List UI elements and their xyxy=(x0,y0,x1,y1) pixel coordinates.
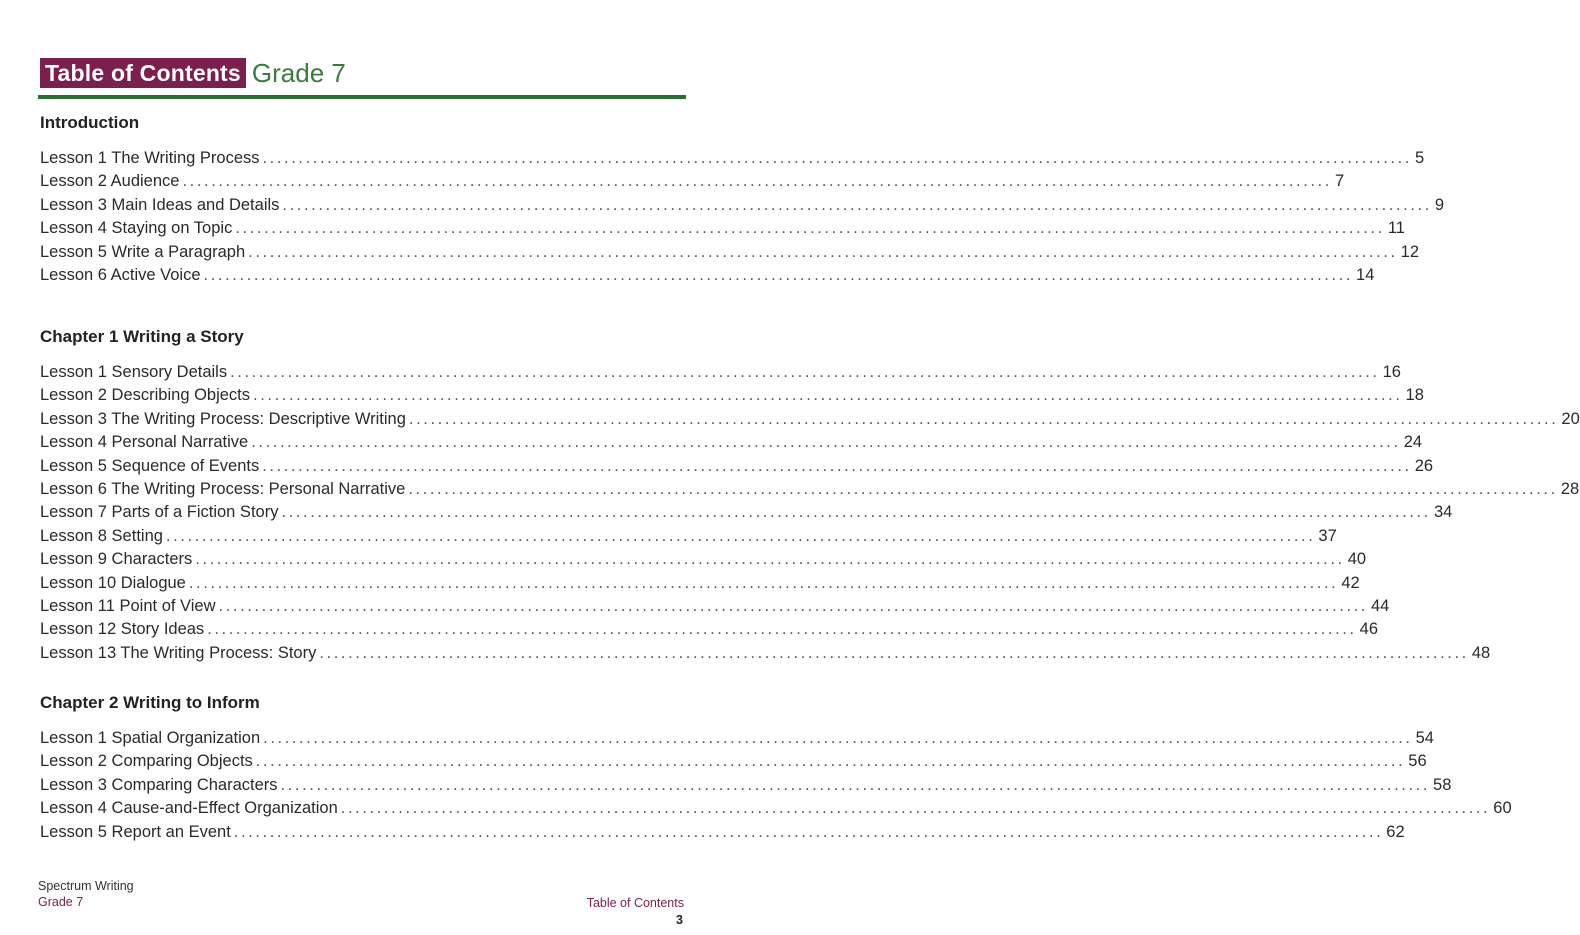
footer-grade: Grade 7 xyxy=(38,895,84,909)
toc-entry xyxy=(40,455,1434,478)
dot-leader: ................................................................................................................................................................ xyxy=(262,149,1412,167)
page-number-ref: 62 xyxy=(1386,822,1405,841)
lesson-title: Lesson 1 The Writing Process xyxy=(40,149,260,167)
toc-entry xyxy=(40,431,1423,454)
dot-leader: ................................................................................................................................................................ xyxy=(263,729,1413,747)
toc-entry xyxy=(40,264,1375,287)
page-number-ref: 34 xyxy=(1433,503,1453,522)
section-title: Chapter 1 Writing a Story xyxy=(40,327,244,346)
lesson-title: Lesson 11 Point of View xyxy=(40,596,216,615)
dot-leader: ................................................................................................................................................................ xyxy=(218,596,1368,615)
toc-entry xyxy=(40,147,1425,170)
toc-entry xyxy=(40,408,1580,431)
toc-entry xyxy=(40,478,1580,501)
page-number-ref: 46 xyxy=(1359,620,1379,639)
page-number-ref: 26 xyxy=(1414,456,1434,475)
page-number-ref: 16 xyxy=(1382,363,1401,381)
page-number-ref: 60 xyxy=(1493,799,1512,818)
lesson-title: Lesson 9 Characters xyxy=(40,550,193,569)
dot-leader: ................................................................................................................................................................ xyxy=(235,219,1385,238)
section-title: Chapter 2 Writing to Inform xyxy=(40,693,260,712)
toc-entry xyxy=(40,194,1445,217)
dot-leader: ................................................................................................................................................................ xyxy=(233,822,1384,841)
dot-leader: ................................................................................................................................................................ xyxy=(188,573,1339,592)
lesson-list xyxy=(40,361,1580,665)
lesson-list xyxy=(40,147,1445,287)
lesson-title: Lesson 8 Setting xyxy=(40,526,163,545)
dot-leader: ................................................................................................................................................................ xyxy=(165,526,1316,545)
lesson-title: Lesson 6 The Writing Process: Personal Narrative xyxy=(40,479,406,498)
section-introduction xyxy=(40,112,1445,287)
lesson-title: Lesson 3 The Writing Process: Descriptive Writing xyxy=(40,409,406,428)
lesson-title: Lesson 4 Staying on Topic xyxy=(40,219,233,238)
page-number-ref: 9 xyxy=(1434,195,1445,214)
lesson-title: Lesson 2 Comparing Objects xyxy=(40,752,253,771)
toc-entry xyxy=(40,618,1379,641)
dot-leader: ................................................................................................................................................................ xyxy=(182,172,1332,191)
dot-leader: ................................................................................................................................................................ xyxy=(195,550,1345,569)
page-number: 3 xyxy=(676,913,683,927)
page-number-ref: 44 xyxy=(1371,596,1390,615)
page-header xyxy=(40,58,346,88)
lesson-title: Lesson 1 Sensory Details xyxy=(40,363,228,381)
lesson-title: Lesson 5 Write a Paragraph xyxy=(40,242,246,261)
dot-leader: ................................................................................................................................................................ xyxy=(408,409,1559,428)
page-number-ref: 37 xyxy=(1318,526,1337,545)
toc-entry xyxy=(40,501,1453,524)
toc-entry xyxy=(40,642,1491,665)
page-number-ref: 56 xyxy=(1408,752,1427,771)
page-number-ref: 7 xyxy=(1334,172,1345,191)
toc-entry xyxy=(40,384,1424,407)
dot-leader: ................................................................................................................................................................ xyxy=(282,195,1432,214)
lesson-title: Lesson 5 Report an Event xyxy=(40,822,231,841)
toc-entry xyxy=(40,774,1452,797)
lesson-title: Lesson 6 Active Voice xyxy=(40,265,201,284)
toc-entry xyxy=(40,170,1345,193)
toc-entry xyxy=(40,361,1401,384)
toc-entry xyxy=(40,217,1405,240)
dot-leader: ................................................................................................................................................................ xyxy=(408,479,1558,498)
lesson-title: Lesson 13 The Writing Process: Story xyxy=(40,643,317,662)
toc-entry xyxy=(40,525,1337,548)
series-name: Spectrum Writing xyxy=(38,879,134,893)
lesson-title: Lesson 3 Comparing Characters xyxy=(40,775,278,794)
page-number-ref: 54 xyxy=(1415,729,1434,747)
page-number-ref: 28 xyxy=(1560,479,1580,498)
toc-entry xyxy=(40,572,1360,595)
page-number-ref: 14 xyxy=(1356,265,1375,284)
lesson-title: Lesson 2 Describing Objects xyxy=(40,386,251,405)
page-number-ref: 11 xyxy=(1387,219,1405,238)
toc-entry xyxy=(40,797,1512,820)
lesson-list xyxy=(40,727,1512,844)
lesson-title: Lesson 12 Story Ideas xyxy=(40,620,205,639)
dot-leader: ................................................................................................................................................................ xyxy=(251,433,1401,452)
page-number-ref: 12 xyxy=(1400,242,1419,261)
page-number-ref: 58 xyxy=(1433,775,1452,794)
dot-leader: ................................................................................................................................................................ xyxy=(203,265,1354,284)
lesson-title: Lesson 1 Spatial Organization xyxy=(40,729,261,747)
dot-leader: ................................................................................................................................................................ xyxy=(230,363,1380,381)
dot-leader: ................................................................................................................................................................ xyxy=(262,456,1412,475)
toc-entry xyxy=(40,750,1427,773)
toc-entry xyxy=(40,727,1434,750)
page-title: Table of Contents xyxy=(40,58,246,88)
section-title: Introduction xyxy=(40,113,140,132)
toc-entry xyxy=(40,548,1367,571)
lesson-title: Lesson 3 Main Ideas and Details xyxy=(40,195,280,214)
page-number-ref: 20 xyxy=(1561,409,1580,428)
dot-leader: ................................................................................................................................................................ xyxy=(253,386,1403,405)
section-chapter-1 xyxy=(40,326,1580,665)
dot-leader: ................................................................................................................................................................ xyxy=(280,775,1431,794)
dot-leader: ................................................................................................................................................................ xyxy=(255,752,1406,771)
section-chapter-2 xyxy=(40,692,1512,844)
lesson-title: Lesson 5 Sequence of Events xyxy=(40,456,260,475)
toc-entry xyxy=(40,821,1405,844)
grade-label: Grade 7 xyxy=(251,58,346,88)
header-rule xyxy=(38,95,686,99)
page-number-ref: 40 xyxy=(1347,550,1367,569)
dot-leader: ................................................................................................................................................................ xyxy=(248,242,1398,261)
page-number-ref: 5 xyxy=(1414,149,1425,167)
toc-entry xyxy=(40,595,1390,618)
dot-leader: ................................................................................................................................................................ xyxy=(340,799,1491,818)
page-number-ref: 48 xyxy=(1471,643,1491,662)
page-number-ref: 42 xyxy=(1341,573,1360,592)
dot-leader: ................................................................................................................................................................ xyxy=(207,620,1357,639)
page-number-ref: 18 xyxy=(1405,386,1424,405)
lesson-title: Lesson 4 Cause-and-Effect Organization xyxy=(40,799,338,818)
footer-section-label: Table of Contents xyxy=(586,896,684,910)
dot-leader: ................................................................................................................................................................ xyxy=(281,503,1431,522)
footer-series xyxy=(38,878,134,910)
lesson-title: Lesson 4 Personal Narrative xyxy=(40,433,249,452)
dot-leader: ................................................................................................................................................................ xyxy=(319,643,1469,662)
toc-entry xyxy=(40,241,1419,264)
lesson-title: Lesson 10 Dialogue xyxy=(40,573,186,592)
lesson-title: Lesson 2 Audience xyxy=(40,172,180,191)
lesson-title: Lesson 7 Parts of a Fiction Story xyxy=(40,503,279,522)
page-number-ref: 24 xyxy=(1403,433,1423,452)
